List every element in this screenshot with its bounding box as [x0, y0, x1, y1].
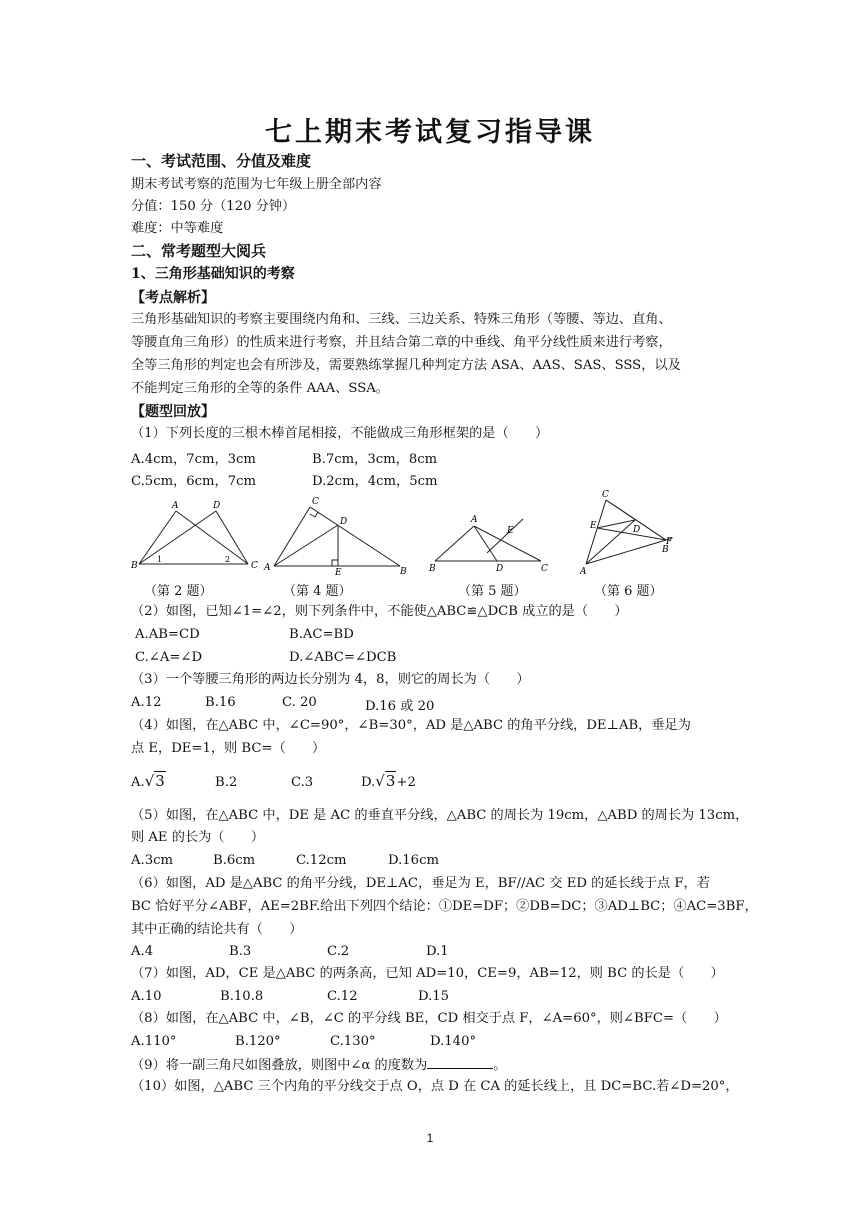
q4-option-b: B.2 [215, 775, 238, 790]
q8-stem: （8）如图，在△ABC 中，∠B，∠C 的平分线 BE，CD 相交于点 F，∠A=60°，则∠BFC=（ ） [131, 1011, 727, 1026]
svg-text:D: D [633, 525, 641, 535]
q5-option-a: A.3cm [131, 853, 173, 868]
q5-stem-line-1: （5）如图，在△ABC 中，DE 是 AC 的垂直平分线，△ABC 的周长为 19cm，△ABD 的周长为 13cm， [131, 808, 749, 823]
q3-option-c: C. 20 [282, 695, 317, 710]
svg-text:C: C [251, 561, 258, 571]
svg-text:1: 1 [157, 555, 163, 564]
q7-option-a: A.10 [131, 989, 162, 1004]
q7-option-d: D.15 [418, 989, 450, 1004]
svg-text:D: D [340, 517, 348, 527]
q2-stem: （2）如图，已知∠1=∠2，则下列条件中，不能使△ABC≌△DCB 成立的是（ ） [131, 604, 628, 619]
review-tag: 【题型回放】 [131, 404, 215, 420]
q4-option-d: D.√3+2 [361, 772, 416, 790]
q4-option-c: C.3 [291, 775, 314, 790]
analysis-line-3: 全等三角形的判定也会有所涉及，需要熟练掌握几种判定方法 ASA、AAS、SAS、SSS，以及 [131, 358, 681, 373]
q8-option-d: D.140° [430, 1034, 477, 1049]
q2-option-d: D.∠ABC=∠DCB [289, 650, 397, 665]
q4-stem-line-1: （4）如图，在△ABC 中，∠C=90°，∠B=30°，AD 是△ABC 的角平分线，DE⊥AB，垂足为 [131, 718, 691, 733]
section-heading-1: 一、考试范围、分值及难度 [131, 152, 312, 170]
q10-stem: （10）如图，△ABC 三个内角的平分线交于点 O，点 D 在 CA 的延长线上，且 DC=BC.若∠D=20°， [131, 1079, 739, 1094]
svg-text:B: B [429, 564, 436, 574]
svg-text:B: B [662, 545, 669, 555]
q4-option-a: A.√3 [131, 772, 165, 790]
q6-option-c: C.2 [327, 944, 350, 959]
q8-option-b: B.120° [235, 1034, 281, 1049]
svg-text:A: A [264, 563, 271, 573]
answer-blank [427, 1056, 493, 1069]
svg-text:F: F [666, 537, 673, 547]
topic-heading-1: 1、三角形基础知识的考察 [131, 266, 295, 282]
q2-option-b: B.AC=BD [289, 627, 354, 642]
q1-option-b: B.7cm，3cm，8cm [312, 452, 438, 467]
q5-option-d: D.16cm [388, 853, 439, 868]
svg-text:D: D [496, 564, 504, 574]
q7-option-c: C.12 [327, 989, 358, 1004]
caption-q4: （第 4 题） [283, 584, 352, 599]
analysis-tag: 【考点解析】 [131, 290, 215, 306]
q1-option-c: C.5cm，6cm，7cm [131, 474, 257, 489]
q8-option-a: A.110° [131, 1034, 177, 1049]
section-heading-2: 二、常考题型大阅兵 [131, 242, 267, 260]
q9-stem: （9）将一副三角尺如图叠放，则图中∠α 的度数为 。 [131, 1058, 507, 1073]
svg-text:C: C [541, 564, 548, 574]
figure-q2 [131, 498, 261, 576]
analysis-line-1: 三角形基础知识的考察主要围绕内角和、三线、三边关系、特殊三角形（等腰、等边、直角、 [131, 312, 672, 327]
q5-option-c: C.12cm [296, 853, 347, 868]
q6-stem-line-2: BC 恰好平分∠ABF，AE=2BF.给出下列四个结论：①DE=DF；②DB=DC；③AD⊥BC；④AC=3BF， [131, 899, 758, 914]
analysis-line-4: 不能判定三角形的全等的条件 AAA、SSA。 [131, 381, 389, 396]
q6-option-b: B.3 [229, 944, 252, 959]
q6-stem-line-3: 其中正确的结论共有（ ） [131, 922, 303, 937]
figure-q5 [427, 505, 557, 577]
svg-text:B: B [400, 567, 407, 576]
q3-option-a: A.12 [131, 695, 162, 710]
q7-stem: （7）如图，AD，CE 是△ABC 的两条高，已知 AD=10，CE=9，AB=12，则 BC 的长是（ ） [131, 966, 724, 981]
figure-q6 [578, 488, 676, 576]
svg-text:A: A [471, 515, 478, 525]
svg-text:E: E [335, 568, 342, 576]
svg-text:C: C [602, 490, 609, 500]
exam-difficulty: 难度：中等难度 [131, 221, 224, 236]
q6-stem-line-1: （6）如图，AD 是△ABC 的角平分线，DE⊥AC，垂足为 E，BF//AC 交 ED 的延长线于点 F，若 [131, 876, 710, 891]
page-number: 1 [426, 1131, 434, 1145]
svg-text:E: E [590, 521, 597, 531]
q3-stem: （3）一个等腰三角形的两边长分别为 4，8，则它的周长为（ ） [131, 672, 530, 687]
q5-option-b: B.6cm [213, 853, 256, 868]
q1-option-d: D.2cm，4cm，5cm [312, 474, 438, 489]
q2-option-c: C.∠A=∠D [135, 650, 203, 665]
svg-text:A: A [580, 567, 587, 576]
exam-scope: 期末考试考察的范围为七年级上册全部内容 [131, 177, 382, 192]
exam-score: 分值：150 分（120 分钟） [131, 199, 296, 214]
analysis-line-2: 等腰直角三角形）的性质来进行考察，并且结合第二章的中垂线、角平分线性质来进行考察， [131, 335, 672, 350]
q4-stem-line-2: 点 E，DE=1，则 BC=（ ） [131, 741, 326, 756]
q7-option-b: B.10.8 [220, 989, 264, 1004]
caption-q6: （第 6 题） [594, 584, 663, 599]
q8-option-c: C.130° [330, 1034, 376, 1049]
q3-option-b: B.16 [205, 695, 236, 710]
figure-q4 [262, 494, 408, 576]
svg-text:A: A [172, 501, 179, 511]
svg-text:E: E [507, 526, 514, 536]
q1-stem: （1）下列长度的三根木棒首尾相接，不能做成三角形框架的是（ ） [131, 426, 549, 441]
svg-text:2: 2 [225, 555, 231, 564]
q6-option-d: D.1 [426, 944, 449, 959]
q3-option-d: D.16 或 20 [365, 699, 435, 714]
page-title: 七上期末考试复习指导课 [265, 117, 595, 148]
caption-q2: （第 2 题） [144, 584, 213, 599]
svg-text:C: C [312, 497, 319, 507]
q1-option-a: A.4cm，7cm，3cm [131, 452, 256, 467]
q6-option-a: A.4 [131, 944, 154, 959]
q5-stem-line-2: 则 AE 的长为（ ） [131, 830, 265, 845]
svg-text:D: D [213, 501, 221, 511]
q2-option-a: A.AB=CD [135, 627, 200, 642]
svg-text:B: B [131, 561, 138, 571]
caption-q5: （第 5 题） [458, 584, 527, 599]
